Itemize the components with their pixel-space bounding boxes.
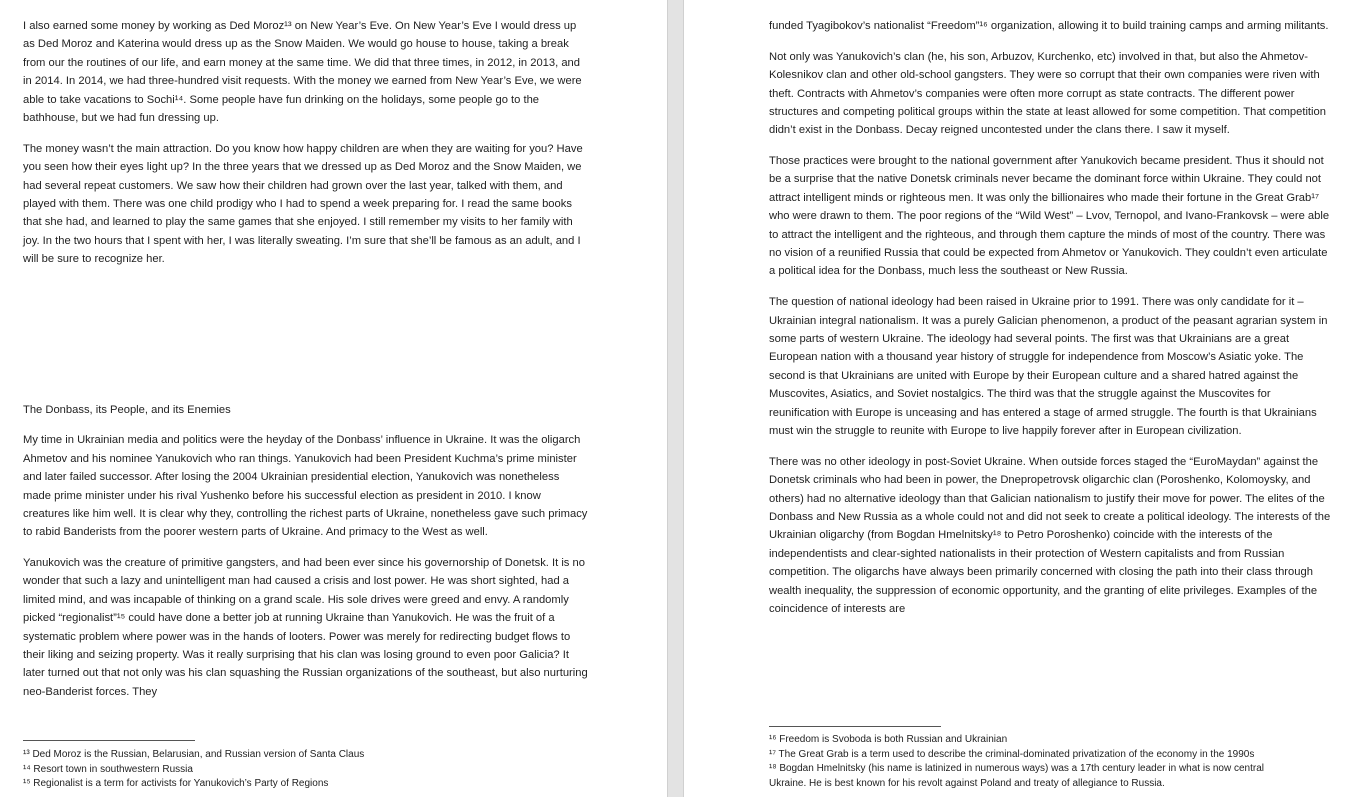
footnote: ¹⁵ Regionalist is a term for activists for Yanukovich’s Party of Regions (23, 778, 329, 790)
paragraph: My time in Ukrainian media and politics were the heyday of the Donbass’ influence in Ukraine. It was the oligarch Ahmetov and his nominee Yanukovich who ran things. Yanukovich had been President Kuchma’s prime minister and later failed successor. After losing the 2004 Ukrainian presidential election, Yanukovich was nonetheless made prime minister under his rival Yushenko before his successful election as president in 2010. I know creatures like him well. It is clear why they, controlling the richest parts of Ukraine, nonetheless gave such primacy to rabid Banderists from the poorer western parts of Ukraine. And primacy to the West as well. (23, 434, 588, 539)
paragraph: Those practices were brought to the national government after Yanukovich became president. Thus it should not be a surprise that the native Donetsk criminals never became the dominant force within Ukraine. They could not attract intelligent minds or righteous men. It was only the billionaires who made their fortune in the Great Grab¹⁷ who were drawn to them. The poor regions of the “Wild West” – Lvov, Ternopol, and Ivano-Frankovsk – were able to attract the intelligent and the righteous, and through them capture the minds of most of the country. There was no vision of a reunified Russia that could be expected from Ahmetov or Yanukovich. They couldn’t even articulate a political idea for the Donbass, much less the southeast or New Russia. (769, 155, 1330, 278)
paragraph: Yanukovich was the creature of primitive gangsters, and had been ever since his governorship of Donetsk. It is no wonder that such a lazy and unintelligent man had caused a crisis and lost power. He was short sighted, had a limited mind, and was incapable of thinking on a grand scale. His sole drives were greed and envy. A randomly picked “regionalist”¹⁵ could have done a better job at running Ukraine than Yanukovich. He was the fruit of a systematic problem where power was in the hands of looters. Power was merely for redirecting budget flows to their liking and seizing property. Was it really surprising that his clan was losing ground to even poor Galicia? It later turned out that not only was his clan squashing the Russian organizations of the southeast, but also nurturing neo-Banderist forces. They (23, 557, 588, 698)
footnote-separator (769, 726, 941, 727)
document-page-right (684, 0, 1348, 797)
section-heading: The Donbass, its People, and its Enemies (23, 403, 231, 416)
paragraph: The money wasn’t the main attraction. Do you know how happy children are when they are waiting for you? Have you seen how their eyes light up? In the three years that we dressed up as Ded Moroz and the Snow Maiden, we had several repeat customers. We saw how their children had grown over the last year, talked with them, and played with them. There was one child prodigy who I had to spend a week preparing for. I read the same books that she had, and learned to play the same games that she enjoyed. I still remember my visits to her family with joy. In the two hours that I spent with her, I was literally sweating. I’m sure that she’ll be famous as an adult, and I will be sure to recognize her. (23, 142, 583, 266)
paragraph: I also earned some money by working as Ded Moroz¹³ on New Year’s Eve. On New Year’s Eve I would dress up as Ded Moroz and Katerina would dress up as the Snow Maiden. We would go house to house, taking a break from our the routines of our life, and earn money at the same time. We did that three times, in 2012, in 2013, and in 2014. In 2014, we had three-hundred visit requests. With the money we earned from New Year’s Eve, we were able to take vacations to Sochi¹⁴. Some people have fun drinking on the holidays, some people go to the bathhouse, but we had fun dressing up. (23, 20, 582, 125)
footnotes-right (769, 733, 1333, 791)
body-text-left (23, 17, 588, 714)
footnotes-left (23, 748, 588, 792)
page-gutter (667, 0, 684, 797)
footnote: ¹³ Ded Moroz is the Russian, Belarusian, and Russian version of Santa Claus (23, 749, 365, 760)
paragraph: The question of national ideology had been raised in Ukraine prior to 1991. There was only candidate for it – Ukrainian integral nationalism. It was a purely Galician phenomenon, a product of the peasant agrarian system in some parts of western Ukraine. The ideology had several points. The first was that Ukrainians are a great European nation with a thousand year history of struggle for independence from Moscow’s Asiatic yoke. The second is that Ukrainians are united with Europe by their European culture and a shared hatred against the Muscovites, Asiatics, and Soviet nostalgics. The third was that the struggle against the Muscovites for reunification with Europe is unceasing and has entered a stage of armed struggle. The fourth is that Ukrainians must win the struggle to reunite with Europe to live happily forever after in European civilization. (769, 296, 1328, 438)
body-text-right (769, 17, 1333, 631)
paragraph: There was no other ideology in post-Soviet Ukraine. When outside forces staged the “EuroMaydan” against the Donetsk criminals who had been in power, the Dnepropetrovsk oligarchic clan (Poroshenko, Kolomoysky, and others) had no alternative ideology than that Galician nationalism to justify their move for power. The elites of the Donbass and New Russia as a whole could not and did not seek to create a political ideology. The interests of the Ukrainian oligarchy (from Bogdan Hmelnitsky¹⁸ to Petro Poroshenko) coincide with the interests of the independentists and clear-sighted nationalists in their protection of Western capitalists and from Russian competition. The oligarchs have always been primarily concerned with closing the path into their class through wealth inequality, the suppression of economic opportunity, and the granting of elite privileges. Examples of the coincidence of interests are (769, 455, 1331, 615)
footnote: ¹⁸ Bogdan Hmelnitsky (his name is latinized in numerous ways) was a 17th century leader in what is now central (769, 763, 1264, 775)
footnote: ¹⁴ Resort town in southwestern Russia (23, 763, 193, 775)
footnote: ¹⁶ Freedom is Svoboda is both Russian and Ukrainian (769, 734, 1008, 745)
document-page-left (0, 0, 667, 797)
footnote: ¹⁷ The Great Grab is a term used to describe the criminal-dominated privatization of the economy in the 1990s (769, 748, 1255, 760)
paragraph: Not only was Yanukovich’s clan (he, his son, Arbuzov, Kurchenko, etc) involved in that, but also the Ahmetov-Kolesnikov clan and other old-school gangsters. They were so corrupt that their own companies were riven with theft. Contracts with Ahmetov’s companies were often more corrupt as state contracts. The different power structures and competing political groups within the state at least allowed for some competition. That competition didn’t exist in the Donbass. Decay reigned uncontested under the clans there. I saw it myself. (769, 50, 1326, 137)
footnote: Ukraine. He is best known for his revolt against Poland and treaty of allegiance to Russia. (769, 777, 1165, 789)
paragraph: funded Tyagibokov’s nationalist “Freedom”¹⁶ organization, allowing it to build training camps and arming militants. (769, 20, 1329, 32)
footnote-separator (23, 740, 195, 741)
